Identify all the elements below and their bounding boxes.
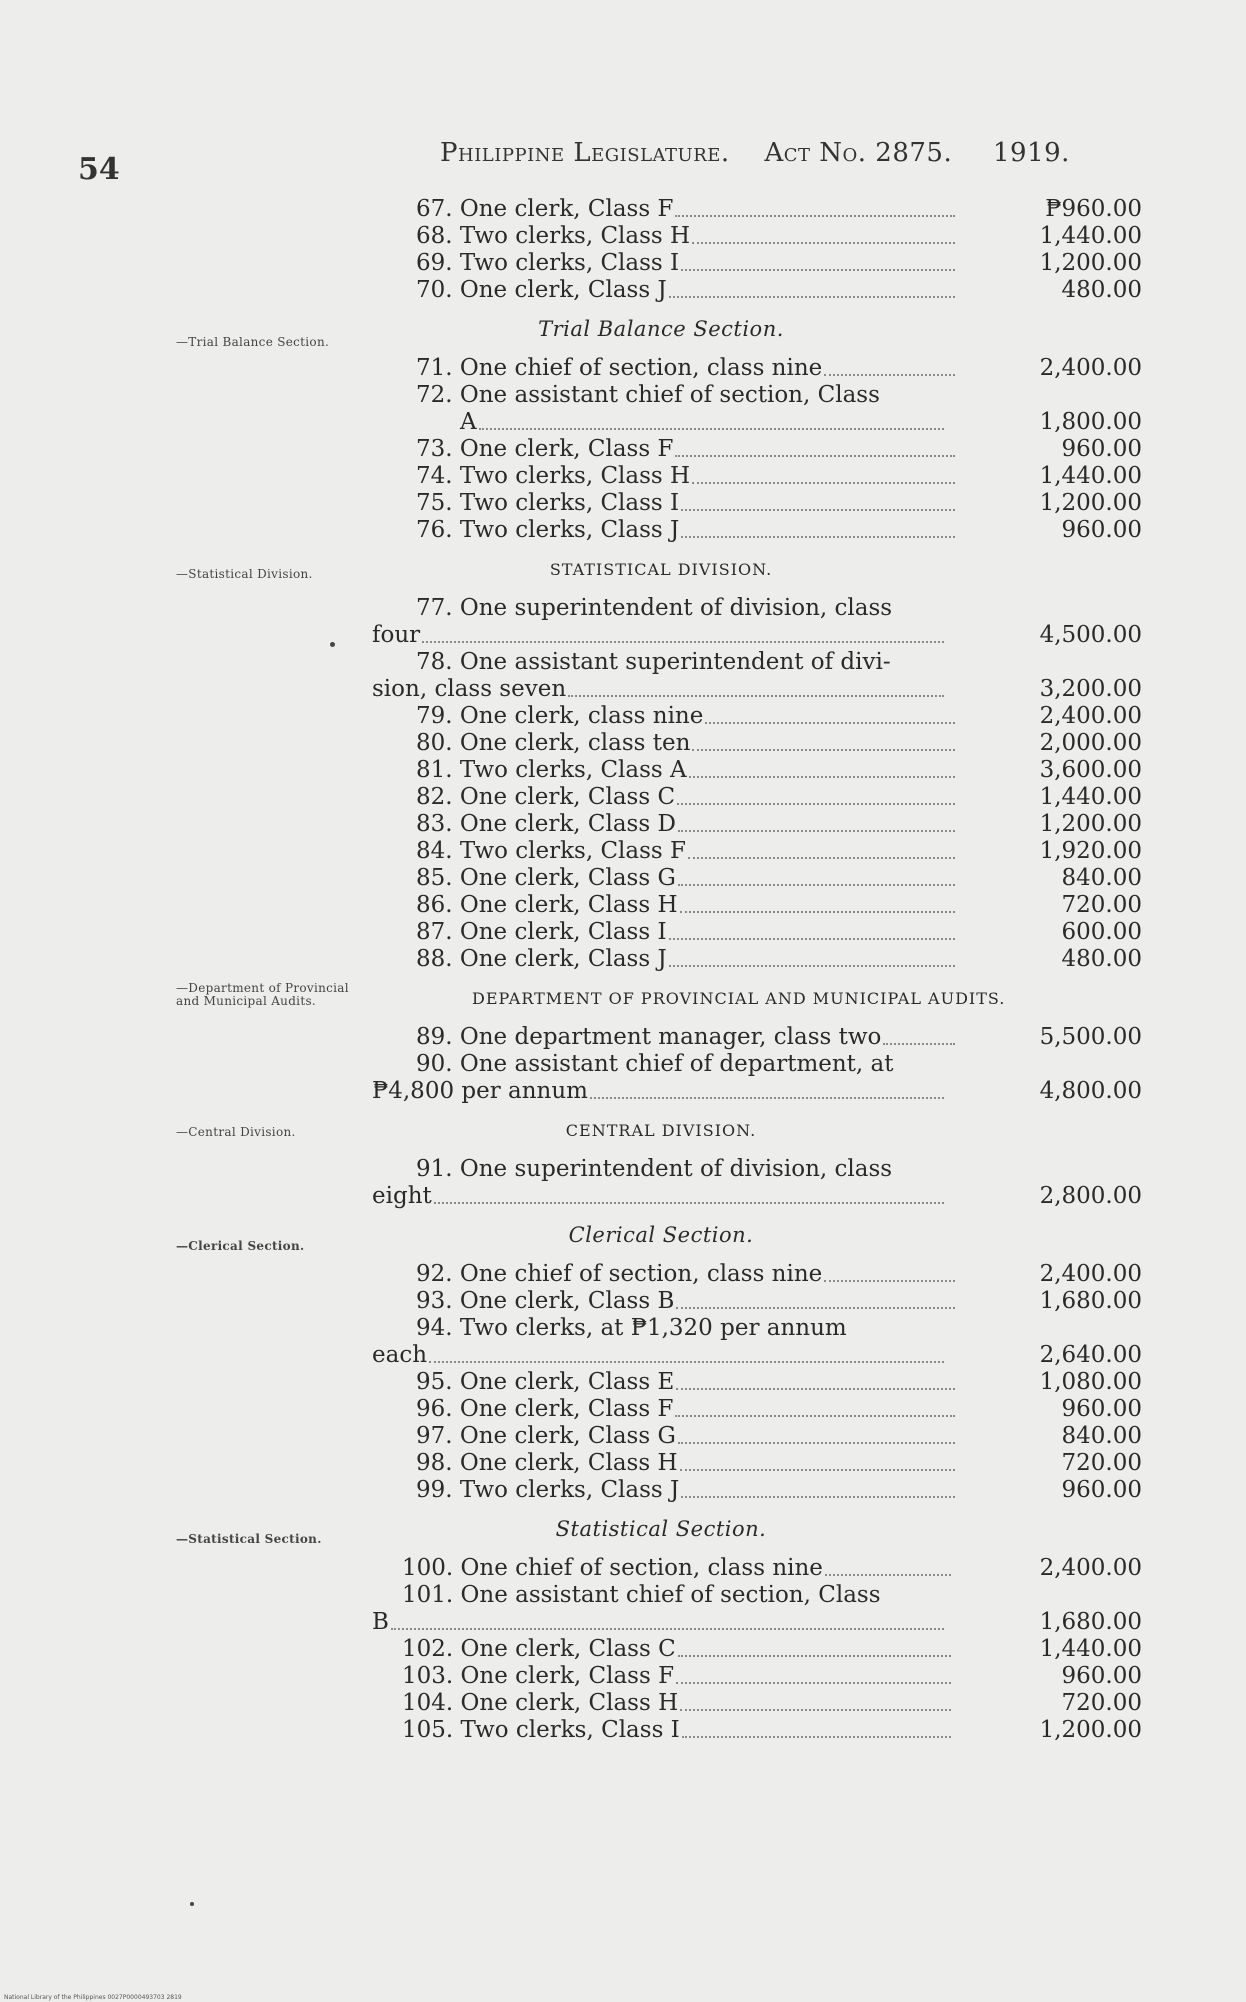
item-text: 102. One clerk, Class C: [402, 1636, 676, 1662]
list-item-81: [372, 757, 1142, 784]
item-text: 103. One clerk, Class F: [402, 1663, 675, 1689]
list-item-69: [372, 250, 1142, 277]
margin-note-department-provincial: —Department of Provincial and Municipal Audits.: [176, 981, 349, 1008]
section-heading-trial-balance: Trial Balance Section.: [538, 317, 784, 341]
item-amount: 960.00: [1061, 1396, 1142, 1422]
list-item-102: [372, 1636, 1142, 1663]
item-text: 69. Two clerks, Class I: [416, 250, 680, 276]
item-text: 73. One clerk, Class F: [416, 436, 674, 462]
list-item-95: [372, 1369, 1142, 1396]
list-item-82: [372, 784, 1142, 811]
item-text: 84. Two clerks, Class F: [416, 838, 687, 864]
item-amount: 2,400.00: [1039, 1261, 1142, 1287]
item-text: 80. One clerk, class ten: [416, 730, 691, 756]
item-amount: 1,440.00: [1039, 223, 1142, 249]
list-item-98: [372, 1450, 1142, 1477]
list-item-87: [372, 919, 1142, 946]
item-amount: 1,920.00: [1039, 838, 1142, 864]
item-text: 104. One clerk, Class H: [402, 1690, 679, 1716]
item-text-line2: ₱4,800 per annum: [372, 1078, 588, 1104]
item-amount: 3,200.00: [1039, 676, 1142, 702]
item-text: 96. One clerk, Class F: [416, 1396, 674, 1422]
list-item-73: [372, 436, 1142, 463]
list-item-68: [372, 223, 1142, 250]
item-text-line2: B: [372, 1609, 389, 1635]
item-amount: 1,200.00: [1039, 811, 1142, 837]
running-head-act: Act No. 2875.: [764, 138, 953, 168]
list-item-71: [372, 355, 1142, 382]
running-head-year: 1919.: [993, 138, 1070, 168]
item-amount: 1,440.00: [1039, 463, 1142, 489]
running-head: [440, 138, 1100, 168]
item-amount: 5,500.00: [1039, 1024, 1142, 1050]
item-amount: 2,640.00: [1039, 1342, 1142, 1368]
item-text: 86. One clerk, Class H: [416, 892, 678, 918]
item-amount: 720.00: [1061, 1450, 1142, 1476]
list-item-103: [372, 1663, 1142, 1690]
margin-note-statistical-section: —Statistical Section.: [176, 1532, 322, 1546]
section-heading-central-division: CENTRAL DIVISION.: [565, 1121, 757, 1140]
item-amount: 1,440.00: [1039, 784, 1142, 810]
item-amount: 480.00: [1061, 277, 1142, 303]
list-item-77: [372, 622, 1142, 649]
scan-footer: National Library of the Philippines 0027P0000493703 2819: [4, 1994, 182, 2001]
item-text: 89. One department manager, class two: [416, 1024, 882, 1050]
item-text-line2: sion, class seven: [372, 676, 567, 702]
item-text: 70. One clerk, Class J: [416, 277, 667, 303]
margin-note-central-division: —Central Division.: [176, 1125, 296, 1139]
appropriation-list: [372, 196, 1142, 1744]
list-item-67: [372, 196, 1142, 223]
item-text-line1: 91. One superintendent of division, class: [416, 1156, 893, 1182]
list-item-91: [372, 1183, 1142, 1210]
ink-speck: [190, 1902, 194, 1906]
margin-note-trial-balance: —Trial Balance Section.: [176, 335, 330, 349]
list-item-80: [372, 730, 1142, 757]
item-amount: 720.00: [1061, 1690, 1142, 1716]
section-heading-statistical-section: Statistical Section.: [555, 1517, 767, 1541]
list-item-89: [372, 1024, 1142, 1051]
list-item-100: [372, 1555, 1142, 1582]
item-text: 71. One chief of section, class nine: [416, 355, 823, 381]
list-item-86: [372, 892, 1142, 919]
item-amount: 2,400.00: [1039, 703, 1142, 729]
item-amount: 1,080.00: [1039, 1369, 1142, 1395]
item-text: 81. Two clerks, Class A: [416, 757, 687, 783]
item-text: 79. One clerk, class nine: [416, 703, 704, 729]
item-amount: 960.00: [1061, 1663, 1142, 1689]
margin-note-clerical-section: —Clerical Section.: [176, 1239, 305, 1253]
section-heading-clerical-section: Clerical Section.: [568, 1223, 754, 1247]
item-text-line2: each: [372, 1342, 428, 1368]
item-text-line1: 90. One assistant chief of department, at: [416, 1051, 894, 1077]
list-item-72: [372, 409, 1142, 436]
list-item-94: [372, 1342, 1142, 1369]
list-item-96: [372, 1396, 1142, 1423]
item-amount: 600.00: [1061, 919, 1142, 945]
page-number: 54: [78, 152, 120, 187]
item-text: 87. One clerk, Class I: [416, 919, 667, 945]
item-amount: 840.00: [1061, 1423, 1142, 1449]
list-item-84: [372, 838, 1142, 865]
item-text-line2: four: [372, 622, 421, 648]
item-amount: 840.00: [1061, 865, 1142, 891]
item-amount: 1,680.00: [1039, 1288, 1142, 1314]
item-text: 88. One clerk, Class J: [416, 946, 667, 972]
list-item-78: [372, 676, 1142, 703]
item-amount: 1,200.00: [1039, 1717, 1142, 1743]
item-text: 100. One chief of section, class nine: [402, 1555, 823, 1581]
item-amount: 1,440.00: [1039, 1636, 1142, 1662]
item-amount: 720.00: [1061, 892, 1142, 918]
item-amount: 4,800.00: [1039, 1078, 1142, 1104]
list-item-93: [372, 1288, 1142, 1315]
item-text-line2: A: [460, 409, 477, 435]
item-amount: 960.00: [1061, 436, 1142, 462]
item-amount: 2,400.00: [1039, 355, 1142, 381]
item-text: 82. One clerk, Class C: [416, 784, 676, 810]
item-amount: 1,200.00: [1039, 490, 1142, 516]
item-amount: 960.00: [1061, 1477, 1142, 1503]
item-text: 76. Two clerks, Class J: [416, 517, 680, 543]
item-amount: 2,400.00: [1039, 1555, 1142, 1581]
item-text-line1: 101. One assistant chief of section, Class: [402, 1582, 881, 1608]
item-text: 75. Two clerks, Class I: [416, 490, 680, 516]
item-amount: 1,680.00: [1039, 1609, 1142, 1635]
margin-note-statistical-division: —Statistical Division.: [176, 567, 313, 581]
section-heading-statistical-division: STATISTICAL DIVISION.: [549, 560, 773, 579]
item-amount: ₱960.00: [1045, 196, 1142, 222]
item-text-line2: eight: [372, 1183, 432, 1209]
item-text: 74. Two clerks, Class H: [416, 463, 691, 489]
list-item-83: [372, 811, 1142, 838]
item-text-line1: 72. One assistant chief of section, Class: [416, 382, 880, 408]
running-head-title: Philippine Legislature.: [440, 138, 730, 168]
item-text: 105. Two clerks, Class I: [402, 1717, 680, 1743]
item-amount: 1,800.00: [1039, 409, 1142, 435]
item-text: 98. One clerk, Class H: [416, 1450, 678, 1476]
item-text-line1: 77. One superintendent of division, class: [416, 595, 893, 621]
list-item-99: [372, 1477, 1142, 1504]
item-text: 83. One clerk, Class D: [416, 811, 676, 837]
ink-speck: [330, 642, 335, 647]
item-text: 92. One chief of section, class nine: [416, 1261, 823, 1287]
list-item-104: [372, 1690, 1142, 1717]
list-item-92: [372, 1261, 1142, 1288]
item-amount: 960.00: [1061, 517, 1142, 543]
list-item-97: [372, 1423, 1142, 1450]
list-item-85: [372, 865, 1142, 892]
section-heading-department-provincial: DEPARTMENT OF PROVINCIAL AND MUNICIPAL AUDITS.: [472, 989, 1006, 1008]
list-item-75: [372, 490, 1142, 517]
list-item-76: [372, 517, 1142, 544]
item-text-line1: 94. Two clerks, at ₱1,320 per annum: [416, 1315, 847, 1341]
item-amount: 3,600.00: [1039, 757, 1142, 783]
item-text: 97. One clerk, Class G: [416, 1423, 676, 1449]
item-text: 85. One clerk, Class G: [416, 865, 676, 891]
list-item-79: [372, 703, 1142, 730]
list-item-88: [372, 946, 1142, 973]
list-item-90: [372, 1078, 1142, 1105]
item-text-line1: 78. One assistant superintendent of divi-: [416, 649, 891, 675]
item-text: 68. Two clerks, Class H: [416, 223, 691, 249]
list-item-101: [372, 1609, 1142, 1636]
list-item-70: [372, 277, 1142, 304]
item-amount: 2,000.00: [1039, 730, 1142, 756]
list-item-74: [372, 463, 1142, 490]
item-text: 99. Two clerks, Class J: [416, 1477, 680, 1503]
list-item-105: [372, 1717, 1142, 1744]
item-amount: 480.00: [1061, 946, 1142, 972]
item-amount: 2,800.00: [1039, 1183, 1142, 1209]
item-text: 93. One clerk, Class B: [416, 1288, 675, 1314]
item-amount: 4,500.00: [1039, 622, 1142, 648]
item-text: 67. One clerk, Class F: [416, 196, 674, 222]
item-text: 95. One clerk, Class E: [416, 1369, 675, 1395]
item-amount: 1,200.00: [1039, 250, 1142, 276]
